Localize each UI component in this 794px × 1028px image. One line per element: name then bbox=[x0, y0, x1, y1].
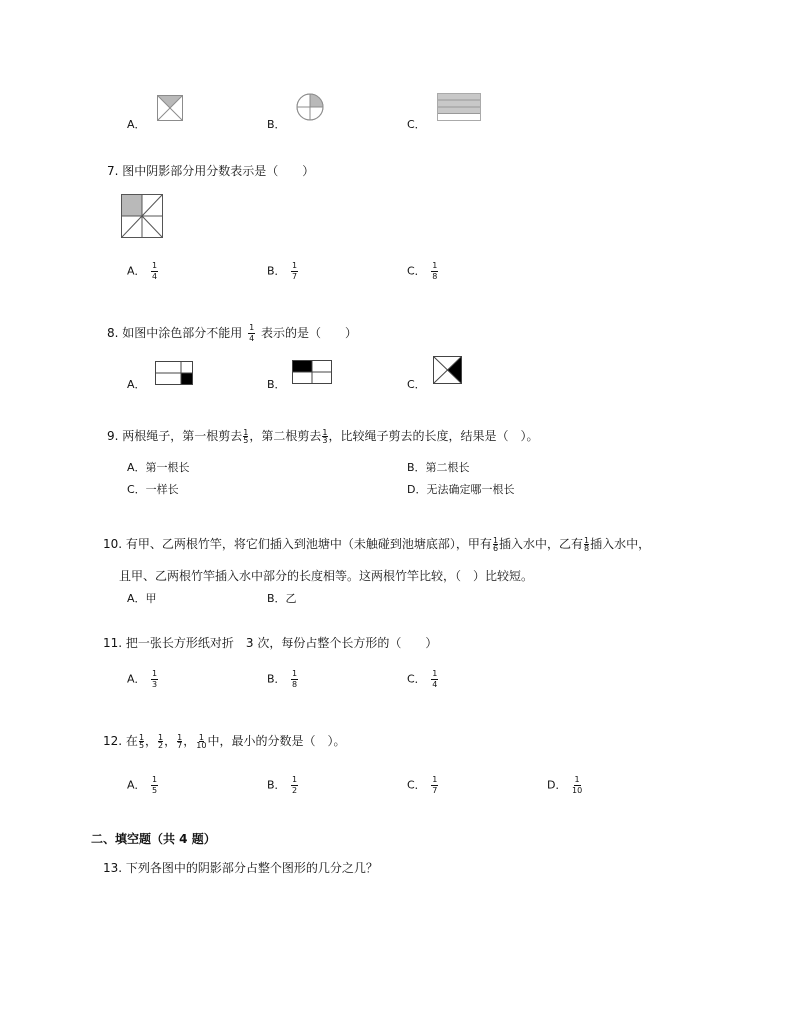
q12-separator: ， bbox=[164, 734, 177, 748]
q11-option-b-label: B． bbox=[267, 672, 286, 686]
q10-option-b[interactable]: B．乙 bbox=[267, 592, 297, 605]
q11-option-b[interactable] bbox=[267, 670, 300, 689]
q11-option-c[interactable] bbox=[407, 670, 440, 689]
q9-option-d[interactable]: D．无法确定哪一根长 bbox=[407, 483, 515, 496]
q12-separator: ， bbox=[183, 734, 196, 748]
q9-fraction-1: $\frac{1}{5}$ bbox=[243, 428, 249, 445]
q9-number: 9. bbox=[107, 429, 119, 443]
q12-option-c-label: C． bbox=[407, 778, 426, 792]
q6-option-a-label: A． bbox=[127, 118, 146, 131]
q12-option-d[interactable] bbox=[547, 776, 584, 795]
q7-option-b-label: B． bbox=[267, 264, 286, 278]
q10-question-line2: 且甲、乙两根竹竿插入水中部分的长度相等。这两根竹竿比较，（ ）比较短。 bbox=[119, 569, 534, 583]
q12-fraction-4: $\frac{1}{10}$ bbox=[196, 733, 207, 750]
q12-stem-part2: 中，最小的分数是（ ）。 bbox=[207, 734, 346, 748]
q8-number: 8. bbox=[107, 326, 119, 340]
q7-option-a[interactable] bbox=[127, 262, 160, 281]
q8-option-c-figure bbox=[433, 356, 462, 384]
q12-option-d-label: D． bbox=[547, 778, 567, 792]
q7-option-c-label: C． bbox=[407, 264, 426, 278]
q12-number: 12. bbox=[103, 734, 123, 748]
q7-option-c-fraction: $\frac{1}{8}$ bbox=[432, 261, 438, 281]
q7-figure bbox=[121, 194, 163, 238]
q12-fraction-3: $\frac{1}{7}$ bbox=[177, 733, 183, 750]
q11-option-a-label: A． bbox=[127, 672, 146, 686]
q9-option-a[interactable]: A．第一根长 bbox=[127, 461, 190, 474]
q11-option-c-fraction: $\frac{1}{4}$ bbox=[432, 669, 438, 689]
q9-option-b[interactable]: B．第二根长 bbox=[407, 461, 470, 474]
q8-option-b-label: B． bbox=[267, 378, 286, 391]
q9-option-c[interactable]: C．一样长 bbox=[127, 483, 179, 496]
q10-number: 10. bbox=[103, 537, 123, 551]
q8-stem-fraction: $\frac{1}{4}$ bbox=[249, 323, 255, 343]
q6-option-b-figure bbox=[296, 93, 324, 121]
q7-option-b[interactable] bbox=[267, 262, 300, 281]
q8-option-b-figure bbox=[292, 360, 332, 384]
q7-question bbox=[107, 163, 314, 179]
q11-option-b-fraction: $\frac{1}{8}$ bbox=[292, 669, 298, 689]
q12-option-b[interactable] bbox=[267, 776, 300, 795]
q12-question bbox=[103, 733, 345, 749]
q12-option-b-fraction: $\frac{1}{2}$ bbox=[292, 775, 298, 795]
q10-option-a[interactable]: A．甲 bbox=[127, 592, 157, 605]
q6-option-c-label: C． bbox=[407, 118, 426, 131]
q13-question bbox=[103, 860, 378, 876]
q12-option-d-fraction: $\frac{1}{10}$ bbox=[571, 775, 583, 795]
q12-option-c-fraction: $\frac{1}{7}$ bbox=[432, 775, 438, 795]
q12-stem-part1: 在 bbox=[125, 734, 138, 748]
q9-question bbox=[107, 428, 539, 444]
q10-stem-part3: 插入水中， bbox=[590, 537, 651, 551]
q8-stem-pre: 如图中涂色部分不能用 bbox=[122, 326, 243, 340]
q12-option-b-label: B． bbox=[267, 778, 286, 792]
q11-number: 11. bbox=[103, 636, 123, 650]
q13-number: 13. bbox=[103, 861, 123, 875]
q11-option-a-fraction: $\frac{1}{3}$ bbox=[152, 669, 158, 689]
q12-option-a[interactable] bbox=[127, 776, 160, 795]
q7-option-b-fraction: $\frac{1}{7}$ bbox=[292, 261, 298, 281]
q12-option-a-fraction: $\frac{1}{5}$ bbox=[152, 775, 158, 795]
q8-option-c-label: C． bbox=[407, 378, 426, 391]
q6-option-b-label: B． bbox=[267, 118, 286, 131]
q8-stem-post: 表示的是（ ） bbox=[261, 326, 358, 340]
q12-separator: ， bbox=[145, 734, 158, 748]
q11-question bbox=[103, 635, 437, 651]
q7-option-a-fraction: $\frac{1}{4}$ bbox=[152, 261, 158, 281]
q9-stem-part1: 两根绳子，第一根剪去 bbox=[122, 429, 243, 443]
q6-option-c-figure bbox=[437, 93, 481, 121]
q11-option-c-label: C． bbox=[407, 672, 426, 686]
q9-fraction-2: $\frac{1}{3}$ bbox=[322, 428, 328, 445]
q8-option-a-figure bbox=[155, 361, 193, 385]
q11-stem: 把一张长方形纸对折 3 次，每份占整个长方形的（ ） bbox=[125, 636, 438, 650]
q7-option-c[interactable] bbox=[407, 262, 440, 281]
q12-option-c[interactable] bbox=[407, 776, 440, 795]
section-2-title: 二、填空题（共 4 题） bbox=[91, 832, 216, 846]
q9-stem-part2: ，第二根剪去 bbox=[249, 429, 322, 443]
q12-fraction-2: $\frac{1}{2}$ bbox=[158, 733, 164, 750]
q13-stem: 下列各图中的阴影部分占整个图形的几分之几？ bbox=[125, 861, 378, 875]
q10-fraction-2: $\frac{1}{8}$ bbox=[584, 536, 590, 553]
q9-stem-part3: ，比较绳子剪去的长度，结果是（ ）。 bbox=[328, 429, 539, 443]
q6-option-a-figure bbox=[157, 95, 183, 121]
q7-option-a-label: A． bbox=[127, 264, 146, 278]
q10-fraction-1: $\frac{1}{6}$ bbox=[492, 536, 499, 553]
q10-question-line1 bbox=[103, 536, 650, 552]
q11-option-a[interactable] bbox=[127, 670, 160, 689]
q10-stem-part2: 插入水中，乙有 bbox=[499, 537, 584, 551]
q10-stem-part1: 有甲、乙两根竹竿，将它们插入到池塘中（未触碰到池塘底部），甲有 bbox=[125, 537, 492, 551]
q8-question bbox=[107, 324, 357, 343]
q12-option-a-label: A． bbox=[127, 778, 146, 792]
q7-stem: 图中阴影部分用分数表示是（ ） bbox=[122, 164, 315, 178]
q8-option-a-label: A． bbox=[127, 378, 146, 391]
q12-fraction-1: $\frac{1}{5}$ bbox=[138, 733, 145, 750]
q7-number: 7. bbox=[107, 164, 119, 178]
